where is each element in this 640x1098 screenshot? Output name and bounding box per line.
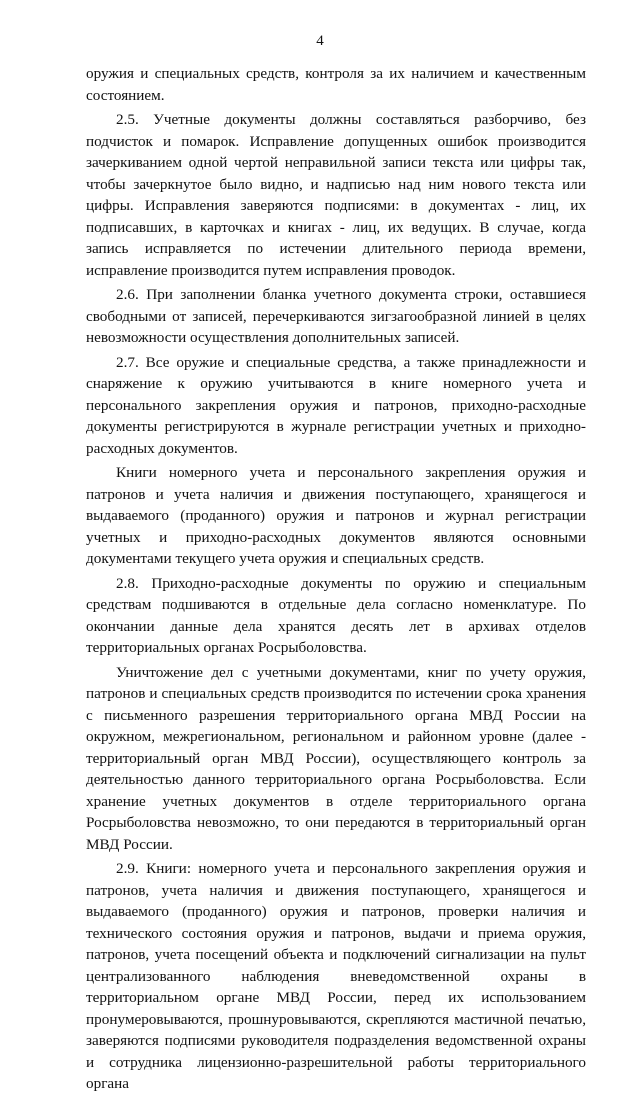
- document-body: [86, 63, 586, 1098]
- paragraph-2-6: 2.6. При заполнении бланка учетного документа строки, оставшиеся свободными от записей, перечеркиваются зигзагообразной линией в целях невозможности осуществления дополнительных записей.: [86, 286, 586, 346]
- paragraph-2-8-destruction: Уничтожение дел с учетными документами, книг по учету оружия, патронов и специальных средств производится по истечении срока хранения с письменного разрешения территориального органа МВД России на окружном, межрегиональном, региональном и районном уровне (далее - территориальный орган МВД России), осуществляющего контроль за деятельностью данного территориального органа Росрыболовства. Если хранение учетных документов в отделе территориального органа Росрыболовства невозможно, то они передаются в территориальный орган МВД России.: [86, 663, 586, 853]
- paragraph-2-8: 2.8. Приходно-расходные документы по оружию и специальным средствам подшиваются в отдельные дела согласно номенклатуре. По окончании данные дела хранятся десять лет в архивах отделов территориальных органах Росрыболовства.: [86, 574, 586, 656]
- paragraph-2-7: 2.7. Все оружие и специальные средства, а также принадлежности и снаряжение к оружию учитываются в книге номерного учета и персонального закрепления оружия и патронов, приходно-расходные документы регистрируются в журнале регистрации учетных и приходно-расходных документов.: [86, 353, 586, 457]
- paragraph-2-7-books: Книги номерного учета и персонального закрепления оружия и патронов и учета наличия и движения поступающего, хранящегося и выдаваемого (проданного) оружия и патронов и журнал регистрации учетных и приходно-расходных документов являются основными документами текущего учета оружия и специальных средств.: [86, 464, 586, 567]
- paragraph-2-9: 2.9. Книги: номерного учета и персонального закрепления оружия и патронов, учета наличия и движения поступающего, хранящегося и выдаваемого (проданного) оружия и патронов, проверки наличия и технического состояния оружия и патронов, выдачи и приема оружия, патронов, учета посещений объекта и подключений сигнализации на пульт централизованного наблюдения вневедомственной охраны в территориальном органе МВД России, перед их использованием пронумеровываются, прошнуровываются, скрепляются мастичной печатью, заверяются подписями руководителя подразделения ведомственной охраны и сотрудника лицензионно-разрешительной работы территориального органа: [86, 860, 586, 1092]
- page-number: 4: [316, 33, 324, 49]
- paragraph-continuation: оружия и специальных средств, контроля за их наличием и качественным состоянием.: [86, 65, 586, 104]
- paragraph-2-5: 2.5. Учетные документы должны составляться разборчиво, без подчисток и помарок. Исправление допущенных ошибок производится зачеркиванием одной чертой неправильной записи текста или цифры так, чтобы зачеркнутое было видно, и надписью над ним нового текста или цифры. Исправления заверяются подписями: в документах - лиц, их подписавших, в карточках и книгах - лиц, их ведущих. В случае, когда запись исправляется по истечении длительного периода времени, исправление производится путем исправления проводок.: [86, 111, 586, 279]
